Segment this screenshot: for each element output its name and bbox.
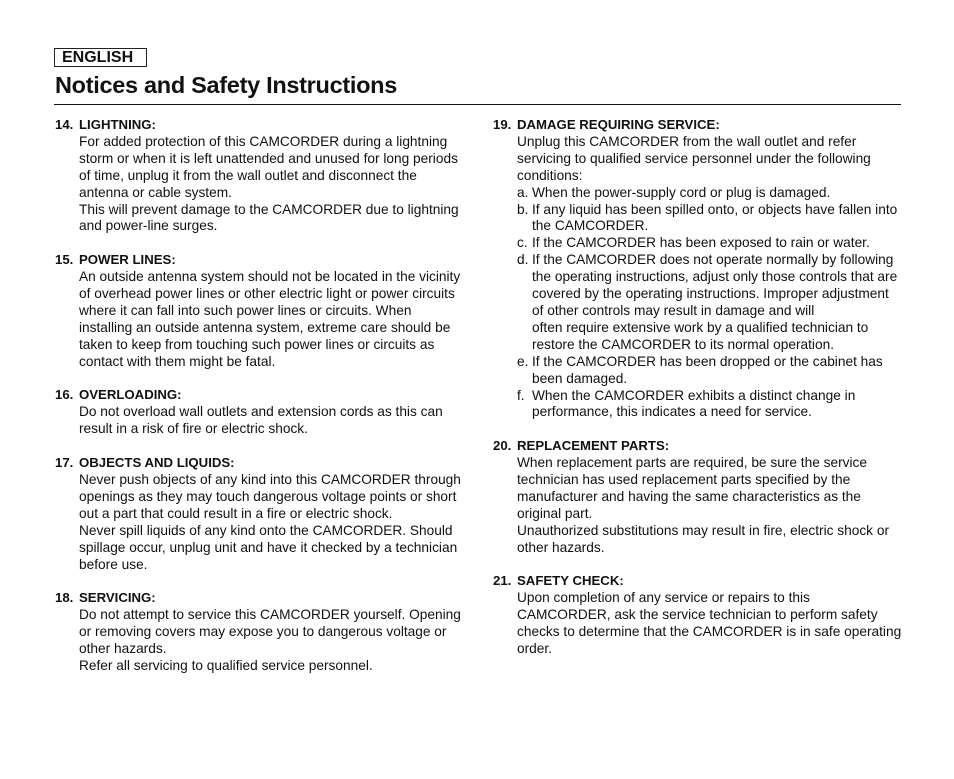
section-safety-check <box>493 573 903 658</box>
section-lightning <box>55 117 465 235</box>
section-title: POWER LINES: <box>79 252 176 268</box>
list-text: When the CAMCORDER exhibits a distinct change in performance, this indicates a need for service. <box>532 387 856 420</box>
section-heading <box>55 590 465 607</box>
section-paragraph: Refer all servicing to qualified service personnel. <box>79 657 373 673</box>
section-damage-requiring-service <box>493 117 903 421</box>
section-replacement-parts <box>493 438 903 556</box>
list-text: If any liquid has been spilled onto, or objects have fallen into the CAMCORDER. <box>532 201 898 234</box>
section-number: 21. <box>493 573 512 589</box>
right-column <box>493 117 903 675</box>
section-title: OVERLOADING: <box>79 387 182 403</box>
section-heading <box>493 573 903 590</box>
section-servicing <box>55 590 465 675</box>
list-marker: b. <box>517 201 529 217</box>
section-number: 16. <box>55 387 74 403</box>
section-paragraph: Do not attempt to service this CAMCORDER yourself. Opening or removing covers may expose you to dangerous voltage or other hazards. <box>79 607 461 657</box>
section-paragraph: Unauthorized substitutions may result in fire, electric shock or other hazards. <box>517 522 890 555</box>
section-paragraph: Upon completion of any service or repairs to this CAMCORDER, ask the service technician to perform safety checks to determine that the CAMCORDER is in safe operating order. <box>517 590 902 657</box>
section-paragraph: Never spill liquids of any kind onto the CAMCORDER. Should spillage occur, unplug unit and have it checked by a technician before use. <box>79 522 458 572</box>
section-title: DAMAGE REQUIRING SERVICE: <box>517 117 720 132</box>
section-title: SERVICING: <box>79 590 156 606</box>
section-heading <box>493 117 903 134</box>
section-paragraph: Never push objects of any kind into this CAMCORDER through openings as they may touch dangerous voltage points or short out a part that could result in a fire or electric shock. <box>79 471 461 521</box>
list-text: When the power-supply cord or plug is damaged. <box>532 184 831 200</box>
section-title: OBJECTS AND LIQUIDS: <box>79 455 235 471</box>
section-heading <box>55 117 465 134</box>
section-power-lines <box>55 252 465 370</box>
list-text-part: If the CAMCORDER does not operate normally by following the operating instructions, adjust only those controls that are covered by the operating instructions. Improper adjustment of other controls may result in damage and will <box>532 252 898 318</box>
list-marker: c. <box>517 235 528 251</box>
list-item <box>493 354 903 388</box>
section-title: LIGHTNING: <box>79 117 156 132</box>
section-heading <box>55 252 465 269</box>
list-marker: d. <box>517 252 529 268</box>
section-number: 14. <box>55 117 74 132</box>
section-paragraph: Do not overload wall outlets and extension cords as this can result in a risk of fire or electric shock. <box>79 404 443 437</box>
section-number: 17. <box>55 455 74 471</box>
page-title: Notices and Safety Instructions <box>55 72 397 98</box>
section-title: SAFETY CHECK: <box>517 573 624 589</box>
list-text: If the CAMCORDER has been dropped or the cabinet has been damaged. <box>532 353 883 386</box>
list-marker: f. <box>517 387 525 403</box>
list-text <box>532 252 903 353</box>
section-heading <box>55 455 465 472</box>
title-divider <box>54 104 901 105</box>
section-heading <box>493 438 903 455</box>
section-number: 18. <box>55 590 74 606</box>
section-title: REPLACEMENT PARTS: <box>517 438 670 454</box>
section-paragraph: This will prevent damage to the CAMCORDER due to lightning and power-line surges. <box>79 201 459 234</box>
section-paragraph: For added protection of this CAMCORDER during a lightning storm or when it is left unattended and unused for long periods of time, unplug it from the wall outlet and disconnect the antenna or cable system. <box>79 133 458 200</box>
list-item <box>493 202 903 236</box>
left-column <box>55 117 465 692</box>
list-item <box>493 388 903 422</box>
section-paragraph: Unplug this CAMCORDER from the wall outlet and refer servicing to qualified service personnel under the following conditions: <box>517 133 871 183</box>
section-number: 15. <box>55 252 74 268</box>
list-item <box>493 185 903 202</box>
section-paragraph: When replacement parts are required, be sure the service technician has used replacement parts specified by the manufacturer and having the same characteristics as the original part. <box>517 455 867 521</box>
list-item <box>493 235 903 252</box>
list-text-continuation: often require extensive work by a qualified technician to restore the CAMCORDER to its normal operation. <box>532 319 869 352</box>
section-number: 20. <box>493 438 512 454</box>
list-text: If the CAMCORDER has been exposed to rain or water. <box>532 235 870 251</box>
list-item <box>493 252 903 353</box>
list-marker: a. <box>517 184 529 200</box>
section-overloading <box>55 387 465 438</box>
list-marker: e. <box>517 353 529 369</box>
section-heading <box>55 387 465 404</box>
section-number: 19. <box>493 117 512 132</box>
section-paragraph: An outside antenna system should not be located in the vicinity of overhead power lines or other electric light or power circuits where it can fall into such power lines or circuits. When installing an outside antenna system, extreme care should be taken to keep from touching such power lines or circuits as contact with them might be fatal. <box>79 269 461 369</box>
language-badge: ENGLISH <box>54 48 147 67</box>
section-objects-and-liquids <box>55 455 465 573</box>
